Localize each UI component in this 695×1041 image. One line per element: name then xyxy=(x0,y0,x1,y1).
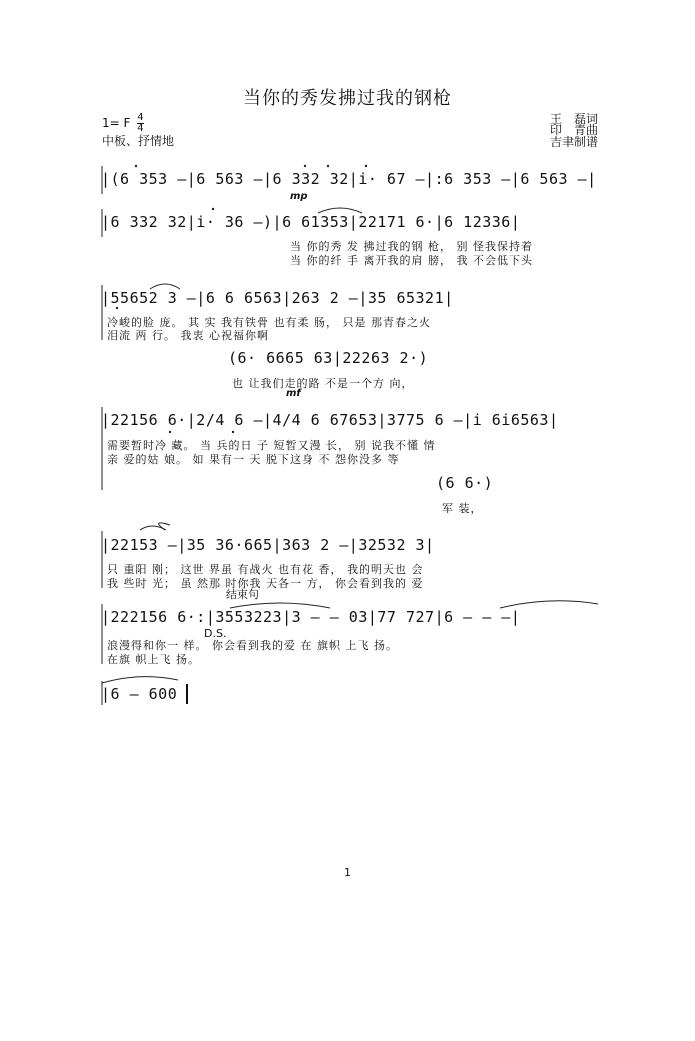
system7-notes: |6 – 600 xyxy=(101,685,178,703)
system4-lyric-verse2: 亲 爱的姑 娘。 如 果有一 天 脱下这身 不 怨你没多 等 xyxy=(107,453,400,466)
octave-dot xyxy=(304,165,306,167)
system5-notes: |22153 –|35 36·665|363 2 –|32532 3| xyxy=(101,536,435,554)
system6-notes: |222156 6·:|3553223|3 – – 03|77 727|6 – – –| xyxy=(101,608,521,626)
octave-dot xyxy=(169,431,171,433)
system4-lyric-verse1: 需要暂时冷 藏。 当 兵的日 子 短暂又漫 长， 别 说我不懂 情 xyxy=(107,439,436,452)
page-number: 1 xyxy=(344,866,351,879)
slurs xyxy=(102,208,598,683)
system5-lyric-verse2: 我 些时 光； 虽 然那 时你我 天各一 方， 你会看到我的 爱 xyxy=(107,577,424,590)
octave-dot xyxy=(135,165,137,167)
lyricist-credit: 王 磊词 xyxy=(549,112,598,126)
octave-dot xyxy=(365,165,367,167)
tempo-marking: 中板、抒情地 xyxy=(102,134,175,148)
system2-lyric-verse1: 当 你的秀 发 拂过我的钢 枪， 别 怪我保持着 xyxy=(290,240,533,253)
aside-notes: (6 6·) xyxy=(436,474,494,492)
octave-dot xyxy=(327,165,329,167)
ending-label: 结束句 xyxy=(226,588,259,601)
system2-notes: |6 332 32|i· 36 –)|6 61353|22171 6·|6 12336| xyxy=(101,213,521,231)
system4-notes: |22156 6·|2/4 6 –|4/4 6 67653|3775 6 –|i 6i6563| xyxy=(101,411,559,429)
octave-dot xyxy=(232,431,234,433)
ds-label: D.S. xyxy=(204,627,227,640)
octave-dot xyxy=(116,307,118,309)
slur-mark xyxy=(318,208,362,213)
octave-dot xyxy=(212,208,214,210)
slur-mark xyxy=(230,603,330,608)
dynamic-mp: mp xyxy=(290,191,308,202)
system3-notes: |55652 3 –|6 6 6563|263 2 –|35 65321| xyxy=(101,289,454,307)
system3-lyric-verse2: 泪流 两 行。 我衷 心祝福你啊 xyxy=(107,329,269,342)
time-top: 4 xyxy=(137,112,144,123)
dynamic-mf: mf xyxy=(286,388,301,399)
system3-lyric-verse1: 冷峻的脸 庞。 其 实 我有铁骨 也有柔 肠， 只是 那青春之火 xyxy=(107,316,431,329)
system2-lyric-verse2: 当 你的纤 手 离开我的肩 膀， 我 不会低下头 xyxy=(290,254,533,267)
system5-lyric-verse1: 只 重阳 刚； 这世 界虽 有战火 也有花 香， 我的明天也 会 xyxy=(107,563,424,576)
slur-mark xyxy=(140,526,166,530)
slur-mark xyxy=(150,284,180,289)
transcriber-credit: 吉聿制谱 xyxy=(549,135,598,149)
system6-lyric-verse2: 在旗 帜上飞 扬。 xyxy=(107,653,200,666)
time-bottom: 4 xyxy=(137,123,144,134)
interlude-lyric: 也 让我们走的路 不是一个方 向， xyxy=(232,377,414,390)
slur-mark xyxy=(102,677,178,683)
dots xyxy=(116,165,367,433)
interlude-notes: (6· 6665 63|22263 2·) xyxy=(228,349,429,367)
system6-lyric-verse1: 浪漫得和你一 样。 你会看到我的爱 在 旗帜 上飞 扬。 xyxy=(107,639,398,652)
composer-credit: 印 青曲 xyxy=(549,123,598,137)
slur-mark xyxy=(500,601,598,608)
score-title: 当你的秀发拂过我的钢枪 xyxy=(243,88,452,109)
system1-notes: |(6 353 –|6 563 –|6 332 32|i· 67 –|:6 353 –|6 563 –| xyxy=(101,170,597,188)
aside-lyric: 军 装， xyxy=(442,502,483,515)
key-label: 1= F xyxy=(102,116,131,130)
